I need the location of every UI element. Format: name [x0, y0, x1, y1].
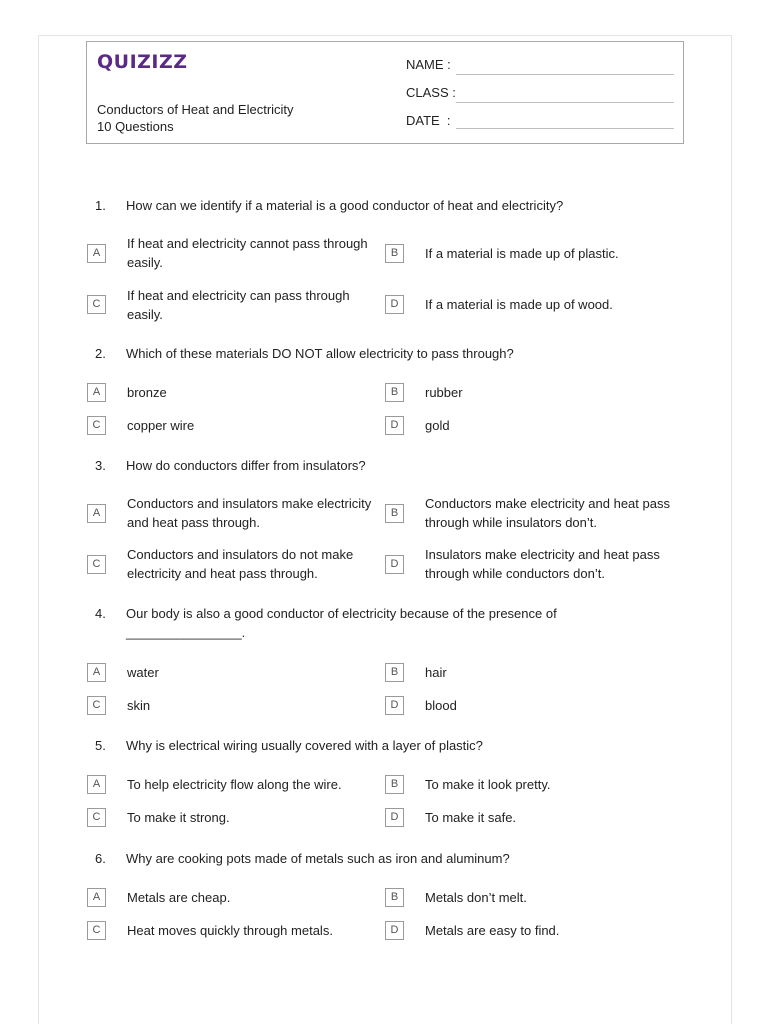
option-letter: C — [87, 808, 106, 827]
option-text: If heat and electricity cannot pass through easily. — [127, 236, 368, 270]
option-letter: A — [87, 504, 106, 523]
option-letter: A — [87, 663, 106, 682]
option-text: Conductors make electricity and heat pass through while insulators don’t. — [425, 496, 670, 530]
option-letter: A — [87, 888, 106, 907]
option-text: blood — [425, 698, 457, 713]
option-text: To make it strong. — [127, 810, 230, 825]
option-letter: A — [87, 383, 106, 402]
question-number: 1. — [95, 198, 106, 213]
option-letter: A — [87, 775, 106, 794]
question-text: Why are cooking pots made of metals such as iron and aluminum? — [126, 851, 510, 866]
option-text: Conductors and insulators do not make electricity and heat pass through. — [127, 547, 354, 581]
question-number: 3. — [95, 458, 106, 473]
option-text: copper wire — [127, 418, 195, 433]
option-text: Metals are easy to find. — [425, 923, 560, 938]
option-letter: D — [385, 921, 404, 940]
question-number: 4. — [95, 606, 106, 621]
quizizz-logo: QUIZIZZ — [97, 51, 188, 73]
date-field[interactable] — [456, 128, 674, 129]
date-label: DATE : — [406, 113, 451, 128]
option-letter: D — [385, 416, 404, 435]
question-text: How can we identify if a material is a good conductor of heat and electricity? — [126, 198, 564, 213]
option-text: hair — [425, 665, 447, 680]
option-letter: C — [87, 555, 106, 574]
question-text: How do conductors differ from insulators? — [126, 458, 366, 473]
option-text: If a material is made up of plastic. — [425, 246, 619, 261]
option-text: gold — [425, 418, 450, 433]
option-letter: C — [87, 416, 106, 435]
worksheet-title: Conductors of Heat and Electricity — [97, 102, 294, 117]
option-letter: B — [385, 504, 404, 523]
option-text: To help electricity flow along the wire. — [127, 777, 342, 792]
question-number: 6. — [95, 851, 106, 866]
option-text: rubber — [425, 385, 463, 400]
option-letter: C — [87, 295, 106, 314]
option-text: If a material is made up of wood. — [425, 297, 613, 312]
option-letter: B — [385, 775, 404, 794]
question-text: Our body is also a good conductor of electricity because of the presence of ________________. — [126, 606, 557, 640]
name-field[interactable] — [456, 74, 674, 75]
worksheet-header — [86, 41, 684, 144]
option-text: bronze — [127, 385, 167, 400]
question-number: 2. — [95, 346, 106, 361]
question-text: Why is electrical wiring usually covered with a layer of plastic? — [126, 738, 483, 753]
option-letter: D — [385, 295, 404, 314]
option-text: To make it safe. — [425, 810, 517, 825]
option-text: Insulators make electricity and heat pass through while conductors don’t. — [425, 547, 660, 581]
name-label: NAME : — [406, 57, 451, 72]
option-letter: B — [385, 244, 404, 263]
option-text: Metals are cheap. — [127, 890, 231, 905]
option-text: skin — [127, 698, 151, 713]
option-text: Conductors and insulators make electricity and heat pass through. — [127, 496, 372, 530]
class-label: CLASS : — [406, 85, 456, 100]
option-text: water — [127, 665, 159, 680]
question-text: Which of these materials DO NOT allow electricity to pass through? — [126, 346, 514, 361]
option-letter: D — [385, 808, 404, 827]
option-text: To make it look pretty. — [425, 777, 551, 792]
option-letter: B — [385, 383, 404, 402]
option-letter: D — [385, 696, 404, 715]
option-letter: B — [385, 888, 404, 907]
option-text: Metals don’t melt. — [425, 890, 527, 905]
option-letter: D — [385, 555, 404, 574]
option-letter: C — [87, 696, 106, 715]
question-count: 10 Questions — [97, 119, 174, 134]
option-letter: A — [87, 244, 106, 263]
question-number: 5. — [95, 738, 106, 753]
option-text: If heat and electricity can pass through easily. — [127, 288, 350, 322]
option-letter: B — [385, 663, 404, 682]
option-letter: C — [87, 921, 106, 940]
class-field[interactable] — [456, 102, 674, 103]
option-text: Heat moves quickly through metals. — [127, 923, 333, 938]
